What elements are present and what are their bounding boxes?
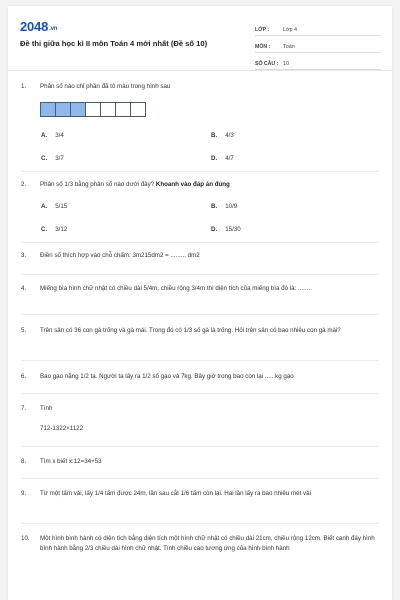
exam-header <box>8 6 392 70</box>
question-text-plain: Phân số 1/3 bằng phân số nào dưới đây? <box>40 181 155 188</box>
question-number: 2. <box>21 181 27 188</box>
question-number: 3. <box>21 252 27 259</box>
page-title: Đề thi giữa học kì II môn Toán 4 mới nhất (Đề số 10) <box>20 39 208 48</box>
question-number: 6. <box>21 373 27 380</box>
option-2a[interactable] <box>41 203 67 210</box>
meta-row-subject <box>255 38 381 53</box>
question-text: Phân số nào chỉ phần đã tô màu trong hình sau <box>40 83 171 90</box>
logo-text: 2048 <box>20 19 49 34</box>
option-letter: D. <box>211 155 218 162</box>
question-divider <box>21 314 379 315</box>
option-value: 10/9 <box>225 203 238 210</box>
logo-suffix: .vn <box>49 26 58 32</box>
question-divider <box>21 360 379 361</box>
fraction-cell-empty <box>130 102 146 117</box>
option-value: 3/4 <box>55 132 64 139</box>
question-number: 8. <box>21 458 27 465</box>
meta-value: 10 <box>283 61 289 67</box>
question-divider <box>21 523 379 524</box>
option-2d[interactable] <box>211 226 241 233</box>
fraction-cell-shaded <box>40 102 56 117</box>
meta-row-class <box>255 21 381 36</box>
question-number: 5. <box>21 327 27 334</box>
question-divider <box>21 171 379 172</box>
option-1b[interactable] <box>211 132 234 139</box>
question-number: 9. <box>21 490 27 497</box>
fraction-cell-empty <box>85 102 101 117</box>
question-instruction: Khoanh vào đáp án đúng <box>155 181 230 188</box>
question-divider <box>21 393 379 394</box>
question-text: Miếng bìa hình chữ nhật có chiều dài 5/4m, chiều rộng 3/4m thì diện tích của miếng bìa đó là: ........ <box>40 285 312 292</box>
meta-label: MÔN : <box>255 44 271 50</box>
question-text <box>40 180 383 190</box>
question-number: 10. <box>21 535 30 542</box>
fraction-cell-shaded <box>55 102 71 117</box>
meta-row-count <box>255 55 381 70</box>
option-letter: C. <box>41 226 48 233</box>
option-letter: A. <box>41 132 48 139</box>
question-number: 4. <box>21 285 27 292</box>
option-value: 3/7 <box>55 155 64 162</box>
question-text: Trên sân có 36 con gà trống và gà mái. Trong đó có 1/3 số gà là trống. Hỏi trên sân có bao nhiêu con gà mái? <box>40 327 341 334</box>
option-letter: C. <box>41 155 48 162</box>
math-expression: 712-1322×1122 <box>40 425 84 432</box>
question-divider <box>21 446 379 447</box>
meta-value: Lớp 4 <box>283 27 298 33</box>
question-text: Một hình bình hành có diện tích bằng diện tích một hình chữ nhật có chiều dài 21cm, chiều rộng 12cm. Biết cạnh đáy hình bình hành bằng 2/3 chiều dài hình chữ nhật. Tính chiều cao tương ứng của hình bình hành <box>40 535 375 552</box>
option-value: 15/30 <box>225 226 241 233</box>
question-text: Tính <box>40 405 53 412</box>
fraction-figure <box>41 102 146 117</box>
option-letter: D. <box>211 226 218 233</box>
question-divider <box>21 478 379 479</box>
fraction-cell-empty <box>100 102 116 117</box>
fraction-cell-empty <box>115 102 131 117</box>
option-value: 5/15 <box>55 203 68 210</box>
exam-page <box>8 6 392 600</box>
question-divider <box>21 274 379 275</box>
option-letter: B. <box>211 203 218 210</box>
fraction-cell-shaded <box>70 102 86 117</box>
option-1c[interactable] <box>41 155 64 162</box>
question-text: Từ một tấm vải, lấy 1/4 tấm được 24m, lần sau cắt 1/6 tấm còn lại. Hai lần lấy ra bao nhiêu mét vải <box>40 490 311 497</box>
question-text: Bao gạo nặng 1/2 tạ. Người ta lấy ra 1/2 số gạo và 7kg. Bây giờ trong bao còn lại ......kg gạo <box>40 373 294 380</box>
meta-value: Toán <box>283 44 295 50</box>
option-1a[interactable] <box>41 132 64 139</box>
option-value: 4/3 <box>225 132 234 139</box>
question-text: Tìm x biết x:12=34+53 <box>40 458 102 465</box>
meta-label: LỚP : <box>255 27 270 33</box>
option-letter: B. <box>211 132 218 139</box>
option-value: 3/12 <box>55 226 68 233</box>
option-value: 4/7 <box>225 155 234 162</box>
header-divider <box>8 70 392 71</box>
option-2b[interactable] <box>211 203 237 210</box>
option-2c[interactable] <box>41 226 67 233</box>
exam-meta <box>255 21 381 72</box>
question-divider <box>21 242 379 243</box>
option-letter: A. <box>41 203 48 210</box>
question-text: Điền số thích hợp vào chỗ chấm: 3m215dm2 = ......... dm2 <box>40 252 200 259</box>
question-number: 1. <box>21 83 27 90</box>
meta-label: SỐ CÂU : <box>255 61 279 67</box>
option-1d[interactable] <box>211 155 234 162</box>
site-logo[interactable] <box>20 19 57 34</box>
question-number: 7. <box>21 405 27 412</box>
